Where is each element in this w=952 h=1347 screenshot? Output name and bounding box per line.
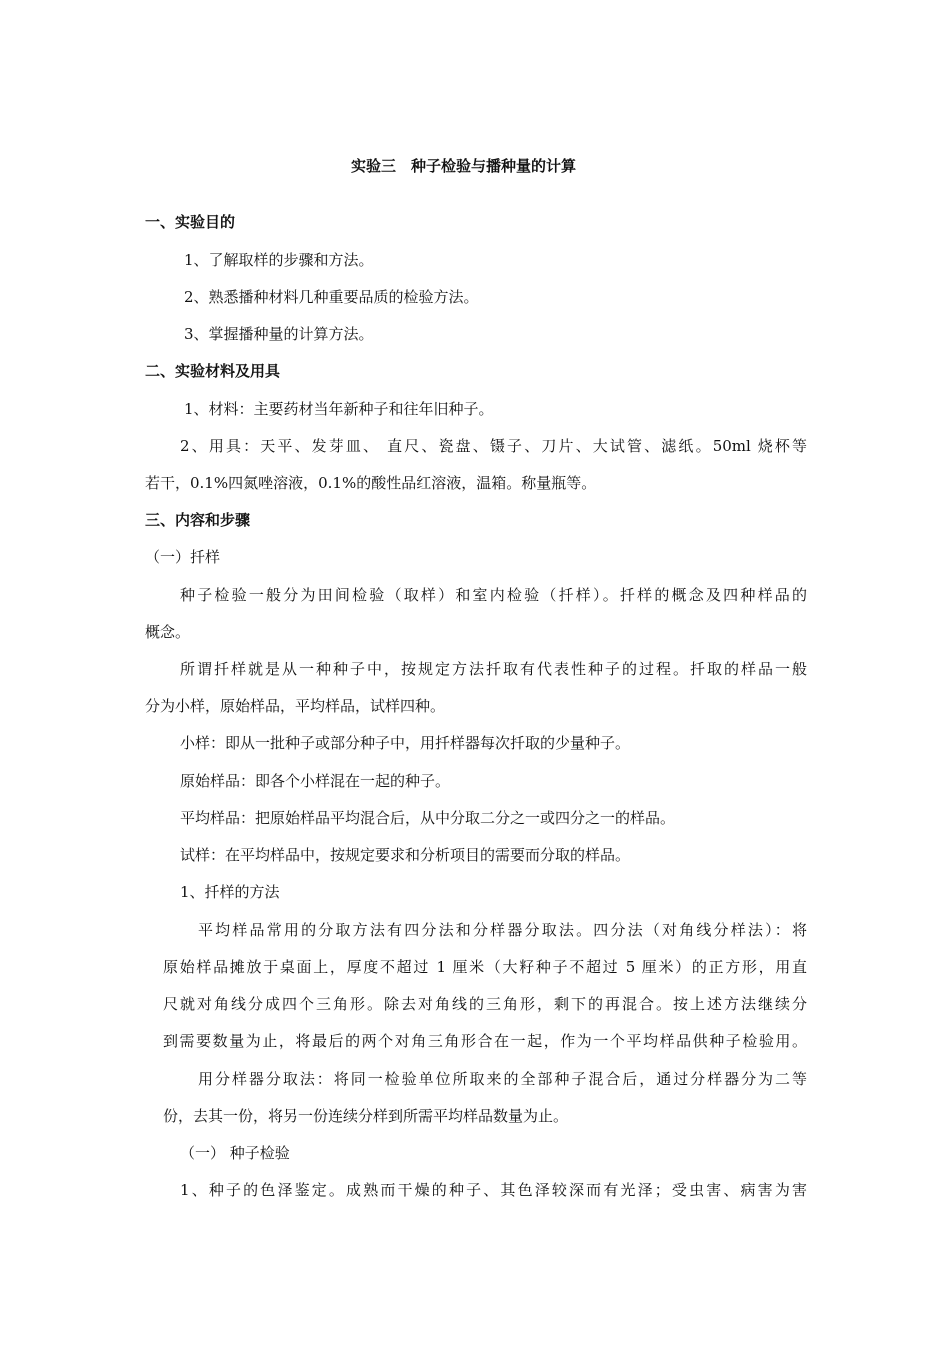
para-2-line-1: 所谓扦样就是从一种种子中，按规定方法扦取有代表性种子的过程。扦取的样品一般 [180,660,807,678]
method-para-1-line-3: 尺就对角线分成四个三角形。除去对角线的三角形，剩下的再混合。按上述方法继续分 [163,995,807,1013]
para-1-line-2: 概念。 [145,623,191,641]
materials-item-2-line-1: 2、用具：天平、发芽皿、 直尺、瓷盘、镊子、刀片、大试管、滤纸。50ml 烧杯等 [180,437,807,455]
objective-item-2: 2、熟悉播种材料几种重要品质的检验方法。 [184,288,479,306]
definition-average-sample: 平均样品：把原始样品平均混合后，从中分取二分之一或四分之一的样品。 [180,809,676,827]
objective-item-1: 1、了解取样的步骤和方法。 [184,251,374,269]
section-1-heading: 一、实验目的 [145,213,236,231]
section-3-heading: 三、内容和步骤 [145,511,251,529]
subsection-sampling: （一）扦样 [145,548,221,566]
para-1-line-1: 种子检验一般分为田间检验（取样）和室内检验（扦样）。扦样的概念及四种样品的 [180,586,807,604]
page-title: 实验三 种子检验与播种量的计算 [351,157,577,175]
method-para-2-line-1: 用分样器分取法：将同一检验单位所取来的全部种子混合后，通过分样器分为二等 [198,1070,807,1088]
para-2-line-2: 分为小样，原始样品，平均样品，试样四种。 [145,697,446,715]
subsection-seed-testing: （一） 种子检验 [180,1144,290,1162]
method-para-1-line-4: 到需要数量为止，将最后的两个对角三角形合在一起，作为一个平均样品供种子检验用。 [163,1032,807,1050]
objective-item-3: 3、掌握播种量的计算方法。 [184,325,374,343]
definition-test-sample: 试样：在平均样品中，按规定要求和分析项目的需要而分取的样品。 [180,846,631,864]
color-check-line-1: 1、种子的色泽鉴定。成熟而干燥的种子、其色泽较深而有光泽；受虫害、病害为害 [180,1181,807,1199]
section-2-heading: 二、实验材料及用具 [145,362,281,380]
materials-item-1: 1、材料：主要药材当年新种子和往年旧种子。 [184,400,494,418]
method-heading: 1、扦样的方法 [180,883,280,901]
method-para-1-line-2: 原始样品摊放于桌面上，厚度不超过 1 厘米（大籽种子不超过 5 厘米）的正方形，用直 [163,958,807,976]
method-para-1-line-1: 平均样品常用的分取方法有四分法和分样器分取法。四分法（对角线分样法）：将 [198,921,807,939]
definition-small-sample: 小样：即从一批种子或部分种子中，用扦样器每次扦取的少量种子。 [180,734,631,752]
method-para-2-line-2: 份，去其一份，将另一份连续分样到所需平均样品数量为止。 [163,1107,569,1125]
materials-item-2-line-2: 若干，0.1%四氮唑溶液，0.1%的酸性品红溶液，温箱。称量瓶等。 [145,474,597,492]
definition-original-sample: 原始样品：即各个小样混在一起的种子。 [180,772,451,790]
